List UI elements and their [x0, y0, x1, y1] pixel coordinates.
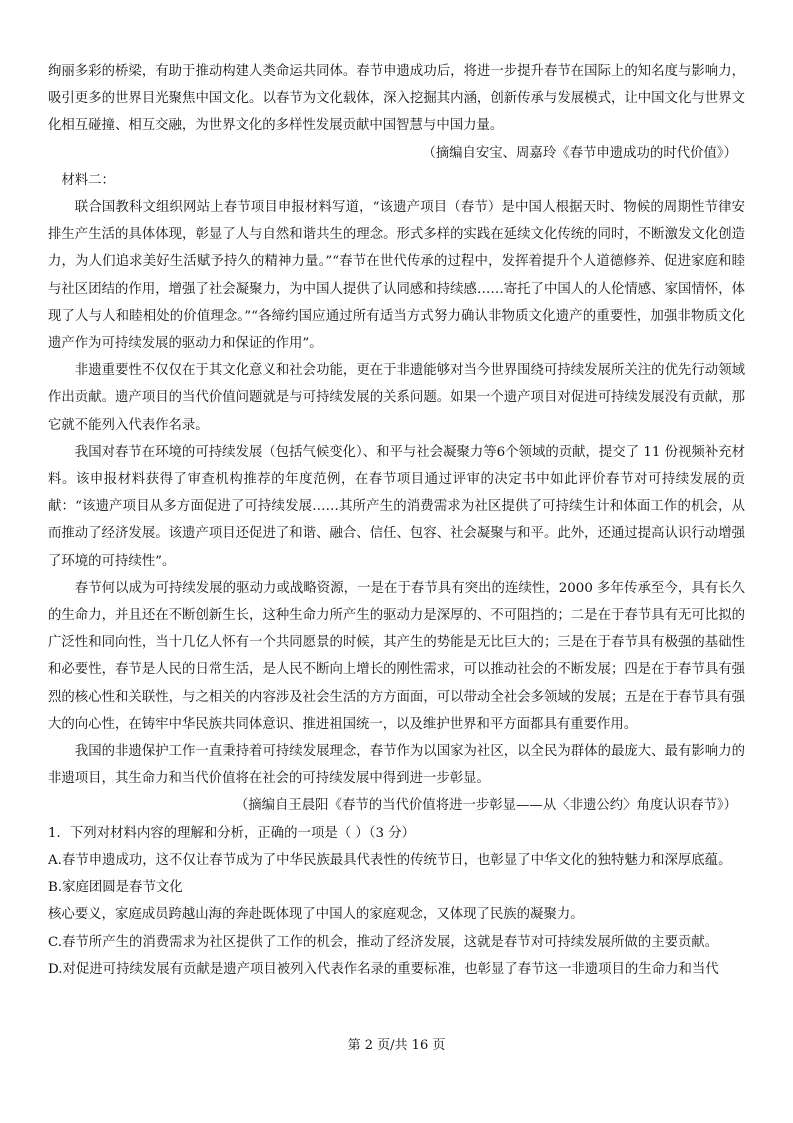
- option-b-line-2: 核心要义，家庭成员跨越山海的奔赴既体现了中国人的家庭观念，又体现了民族的凝聚力。: [48, 907, 584, 923]
- source-citation-2: （摘编自王晨阳《春节的当代价值将进一步彰显——从〈非遗公约〉角度认识春节》）: [234, 798, 737, 814]
- option-b-line-1: B.家庭团圆是春节文化: [48, 880, 183, 896]
- option-d: D.对促进可持续发展有贡献是遗产项目被列入代表作名录的重要标准，也彰显了春节这一非遗项目的生命力和当代: [48, 961, 719, 977]
- paragraph-6: 我国的非遗保护工作一直秉持着可持续发展理念，春节作为以国家为社区，以全民为群体的最庞大、最有影响力的非遗项目，其生命力和当代价值将在社会的可持续发展中得到进一步彰显。: [48, 744, 745, 787]
- material-two-heading: 材料二：: [61, 172, 115, 188]
- option-a: A.春节申遗成功，这不仅让春节成为了中华民族最具代表性的传统节日，也彰显了中华文化的独特魅力和深厚底蕴。: [48, 852, 732, 868]
- page-number: 第 2 页/共 16 页: [347, 1038, 446, 1053]
- paragraph-4: 我国对春节在环境的可持续发展（包括气候变化）、和平与社会凝聚力等6个领域的贡献，提交了 11 份视频补充材料。该申报材料获得了审查机构推荐的年度范例，在春节项目通过评审的决定书中如此评价春节对可持续发展的贡献：“该遗产项目从多方面促进了可持续发展……其所产生的消费需求为社区提供了可持续生计和体面工作的机会，从而推动了经济发展。该遗产项目还促进了和谐、融合、信任、包容、社会凝聚与和平。此外，还通过提高认识行动增强了环境的可持续性”。: [48, 444, 745, 569]
- source-citation-1: （摘编自安宝、周嘉玲《春节申遗成功的时代价值》）: [422, 145, 737, 161]
- option-c: C.春节所产生的消费需求为社区提供了工作的机会，推动了经济发展，这就是春节对可持续发展所做的主要贡献。: [48, 934, 719, 950]
- question-stem: 1．下列对材料内容的理解和分析，正确的一项是（ ）（3 分）: [48, 825, 416, 841]
- paragraph-1: 绚丽多彩的桥梁，有助于推动构建人类命运共同体。春节申遗成功后，将进一步提升春节在国际上的知名度与影响力，吸引更多的世界目光聚焦中国文化。以春节为文化载体，深入挖掘其内涵，创新传承与发展模式，让中国文化与世界文化相互碰撞、相互交融，为世界文化的多样性发展贡献中国智慧与中国力量。: [48, 64, 745, 134]
- paragraph-3: 非遗重要性不仅仅在于其文化意义和社会功能，更在于非遗能够对当今世界围绕可持续发展所关注的优先行动领域作出贡献。遗产项目的当代价值问题就是与可持续发展的关系问题。如果一个遗产项目对促进可持续发展没有贡献，那它就不能列入代表作名录。: [48, 363, 745, 433]
- page-content: [48, 58, 745, 983]
- paragraph-5: 春节何以成为可持续发展的驱动力或战略资源，一是在于春节具有突出的连续性，2000 多年传承至今，具有长久的生命力，并且还在不断创新生长，这种生命力所产生的驱动力是深厚的、不可阻挡的；二是在于春节具有无可比拟的广泛性和同向性，当十几亿人怀有一个共同愿景的时候，其产生的势能是无比巨大的；三是在于春节具有极强的基础性和必要性，春节是人民的日常生活，是人民不断向上增长的刚性需求，可以推动社会的不断发展；四是在于春节具有强烈的核心性和关联性，与之相关的内容涉及社会生活的方方面面，可以带动全社会多领域的发展；五是在于春节具有强大的向心性，在铸牢中华民族共同体意识、推进祖国统一，以及维护世界和平方面都具有重要作用。: [48, 580, 745, 732]
- paragraph-2: 联合国教科文组织网站上春节项目申报材料写道，“该遗产项目（春节）是中国人根据天时、物候的周期性节律安排生产生活的具体体现，彰显了人与自然和谐共生的理念。形式多样的实践在延续文化传统的同时，不断激发文化创造力，为人们追求美好生活赋予持久的精神力量。”“春节在世代传承的过程中，发挥着提升个人道德修养、促进家庭和睦与社区团结的作用，增强了社会凝聚力，为中国人提供了认同感和持续感……寄托了中国人的人伦情感、家国情怀，体现了人与人和睦相处的价值理念。”“各缔约国应通过所有适当方式努力确认非物质文化遗产的重要性，加强非物质文化遗产作为可持续发展的驱动力和保证的作用”。: [48, 200, 745, 352]
